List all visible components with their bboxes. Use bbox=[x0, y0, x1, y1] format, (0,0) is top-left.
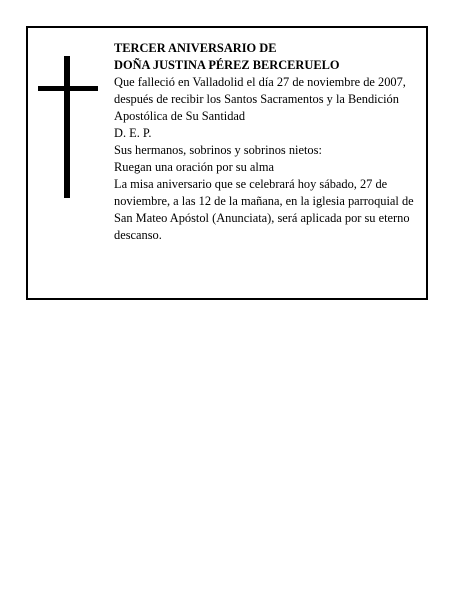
title-line-2: DOÑA JUSTINA PÉREZ BERCERUELO bbox=[114, 58, 340, 72]
cross-vertical-bar bbox=[64, 56, 70, 198]
mass-info: La misa aniversario que se celebrará hoy sábado, 27 de noviembre, a las 12 de la mañana, en la iglesia parroquial de San Mateo Apóstol (Anunciata), será aplicada por su eterno descanso. bbox=[114, 177, 414, 242]
cross-icon bbox=[38, 56, 98, 198]
obituary-notice bbox=[26, 26, 428, 300]
cross-horizontal-bar bbox=[38, 86, 98, 91]
prayer-request: Ruegan una oración por su alma bbox=[114, 160, 274, 174]
title-line-1: TERCER ANIVERSARIO DE bbox=[114, 41, 277, 55]
death-info: Que falleció en Valladolid el día 27 de noviembre de 2007, después de recibir los Santos Sacramentos y la Bendición Apostólica de Su Santidad bbox=[114, 75, 406, 123]
family-text: Sus hermanos, sobrinos y sobrinos nietos: bbox=[114, 143, 322, 157]
notice-text bbox=[114, 40, 418, 244]
dep-text: D. E. P. bbox=[114, 126, 152, 140]
